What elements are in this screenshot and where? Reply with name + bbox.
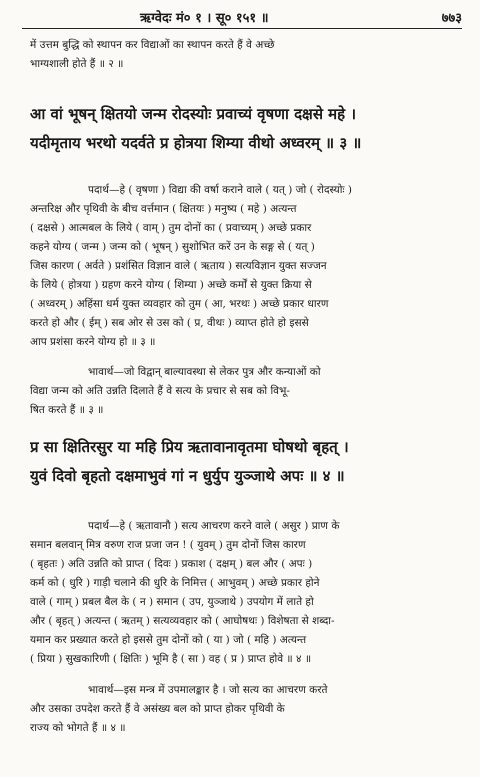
padartha-4-line: ( प्रिया ) सुखकारिणी ( क्षितिः ) भूमि है ( सा ) वह ( प्र ) प्राप्त होवे ॥ ४ ॥ bbox=[30, 653, 312, 665]
padartha-4-line: वाले ( गाम् ) प्रबल बैल के ( न ) समान ( उप, युञ्जाथे ) उपयोग में लाते हो bbox=[30, 596, 314, 608]
bhavartha-4-line: और उसका उपदेश करते हैं वे असंख्य बल को प्राप्त होकर पृथिवी के bbox=[30, 703, 285, 715]
bhavartha-4-line: भावार्थ—इस मन्त्र में उपमालङ्कार है । जो सत्य का आचरण करते bbox=[88, 684, 328, 696]
padartha-4-line: ( बृहतः ) अति उन्नति को प्राप्त ( दिवः ) प्रकाश ( दक्षम् ) बल और ( अपः ) bbox=[30, 558, 313, 570]
padartha-3-line: करते हो और ( ईम् ) सब ओर से उस को ( प्र, वीथः ) व्याप्त होते हो इससे bbox=[30, 317, 309, 329]
intro-line: में उत्तम बुद्धि को स्थापन कर विद्याओं का स्थापन करते हैं वे अच्छे bbox=[30, 39, 275, 51]
padartha-3-line: के लिये ( होत्रया ) ग्रहण करने योग्य ( शिम्या ) अच्छे कर्मों से युक्त क्रिया से bbox=[30, 279, 312, 291]
page-number: ७७३ bbox=[441, 11, 462, 26]
mantra-4-line-1: प्र सा क्षितिरसुर या महि प्रिय ऋतावानावृतमा घोषथो बृहत् । bbox=[30, 438, 349, 456]
mantra-4-line-2: युवं दिवो बृहतो दक्षमाभुवं गां न धुर्युप युञ्जाथे अपः ॥ ४ ॥ bbox=[30, 467, 345, 485]
bhavartha-4-line: राज्य को भोगते हैं ॥ ४ ॥ bbox=[30, 722, 126, 734]
padartha-3-line: ( अध्वरम् ) अहिंसा धर्म युक्त व्यवहार को तुम ( आ, भरथः ) अच्छे प्रकार धारण bbox=[30, 298, 329, 310]
mantra-3-line-1: आ वां भूषन् क्षितयो जन्म रोदस्योः प्रवाच्यं वृषणा दक्षसे महे । bbox=[30, 105, 357, 123]
bhavartha-3-line: षित करते हैं ॥ ३ ॥ bbox=[30, 404, 104, 416]
padartha-4-line: यमान कर प्रख्यात करते हो इससे तुम दोनों को ( या ) जो ( महि ) अत्यन्त bbox=[30, 634, 307, 646]
intro-line: भाग्यशाली होते हैं ॥ २ ॥ bbox=[30, 58, 124, 70]
padartha-4-line: कर्म को ( धुरि ) गाड़ी चलाने की धुरि के निमित्त ( आभुवम् ) अच्छे प्रकार होने bbox=[30, 577, 320, 589]
bhavartha-3-line: भावार्थ—जो विद्वान् बाल्यावस्था से लेकर पुत्र और कन्याओं को bbox=[88, 366, 321, 378]
padartha-4-line: पदार्थ—हे ( ऋतावानौ ) सत्य आचरण करने वाले ( असुर ) प्राण के bbox=[88, 520, 340, 532]
padartha-3-line: पदार्थ—हे ( वृषणा ) विद्या की वर्षा कराने वाले ( यत् ) जो ( रोदस्योः ) bbox=[88, 184, 352, 196]
padartha-3-line: आप प्रशंसा करने योग्य हो ॥ ३ ॥ bbox=[30, 336, 156, 348]
padartha-4-line: समान बलवान् मित्र वरुण राज प्रजा जन ! ( युवम् ) तुम दोनों जिस कारण bbox=[30, 539, 306, 551]
padartha-3-line: ( दक्षसे ) आत्मबल के लिये ( वाम् ) तुम दोनों का ( प्रवाच्यम् ) अच्छे प्रकार bbox=[30, 222, 312, 234]
header-rule bbox=[22, 28, 462, 29]
bhavartha-3-line: विद्या जन्म को अति उन्नति दिलाते हैं वे सत्य के प्रचार से सब को विभू- bbox=[30, 385, 290, 397]
padartha-3-line: कहने योग्य ( जन्म ) जन्म को ( भूषन् ) सुशोभित करें उन के सङ्ग से ( यत् ) bbox=[30, 241, 315, 253]
padartha-3-line: जिस कारण ( अर्वते ) प्रशंसित विज्ञान वाले ( ऋताय ) सत्यविज्ञान युक्त सज्जन bbox=[30, 260, 327, 272]
mantra-3-line-2: यदीमृताय भरथो यदर्वते प्र होत्रया शिम्या वीथो अध्वरम् ॥ ३ ॥ bbox=[30, 134, 362, 152]
padartha-4-line: और ( बृहत् ) अत्यन्त ( ऋतम् ) सत्यव्यवहार को ( आघोषथः ) विशेषता से शब्दा- bbox=[30, 615, 335, 627]
padartha-3-line: अन्तरिक्ष और पृथिवी के बीच वर्त्तमान ( क्षितयः ) मनुष्य ( महे ) अत्यन्त bbox=[30, 203, 297, 215]
running-title: ऋग्वेदः मं० १ । सू० १५१ ॥ bbox=[140, 11, 269, 26]
